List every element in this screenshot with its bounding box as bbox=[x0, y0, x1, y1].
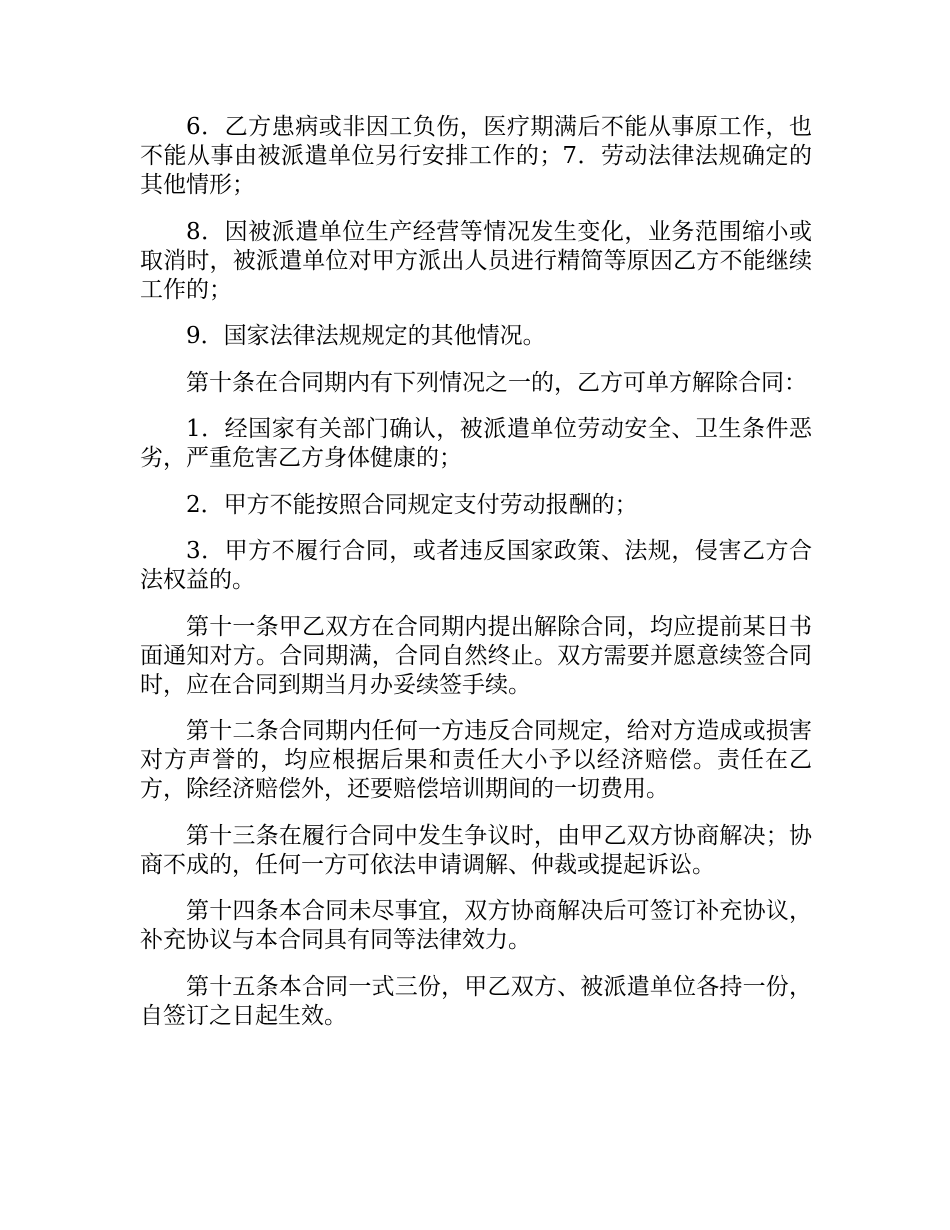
paragraph-item-1: 1．经国家有关部门确认，被派遣单位劳动安全、卫生条件恶劣，严重危害乙方身体健康的； bbox=[140, 416, 812, 471]
paragraph-item-9: 9．国家法律法规规定的其他情况。 bbox=[186, 323, 546, 349]
paragraph-item-3: 3．甲方不履行合同，或者违反国家政策、法规，侵害乙方合法权益的。 bbox=[140, 538, 812, 593]
article-13: 第十三条在履行合同中发生争议时，由甲乙双方协商解决；协商不成的，任何一方可依法申请调解、仲裁或提起诉讼。 bbox=[140, 822, 812, 878]
article-15: 第十五条本合同一式三份，甲乙双方、被派遣单位各持一份，自签订之日起生效。 bbox=[140, 973, 812, 1029]
paragraph-item-6: 6．乙方患病或非因工负伤，医疗期满后不能从事原工作，也不能从事由被派遣单位另行安排工作的；7．劳动法律法规确定的其他情形； bbox=[140, 114, 812, 198]
article-10-heading: 第十条在合同期内有下列情况之一的，乙方可单方解除合同： bbox=[186, 369, 807, 396]
document-page bbox=[140, 113, 812, 1048]
article-14: 第十四条本合同未尽事宜，双方协商解决后可签订补充协议，补充协议与本合同具有同等法律效力。 bbox=[140, 898, 812, 953]
paragraph-item-2: 2．甲方不能按照合同规定支付劳动报酬的； bbox=[186, 491, 638, 518]
article-12: 第十二条合同期内任何一方违反合同规定，给对方造成或损害对方声誉的，均应根据后果和责任大小予以经济赔偿。责任在乙方，除经济赔偿外，还要赔偿培训期间的一切费用。 bbox=[140, 718, 812, 802]
article-11: 第十一条甲乙双方在合同期内提出解除合同，均应提前某日书面通知对方。合同期满，合同自然终止。双方需要并愿意续签合同时，应在合同到期当月办妥续签手续。 bbox=[140, 613, 812, 698]
paragraph-item-8: 8．因被派遣单位生产经营等情况发生变化，业务范围缩小或取消时，被派遣单位对甲方派出人员进行精简等原因乙方不能继续工作的； bbox=[140, 218, 812, 303]
